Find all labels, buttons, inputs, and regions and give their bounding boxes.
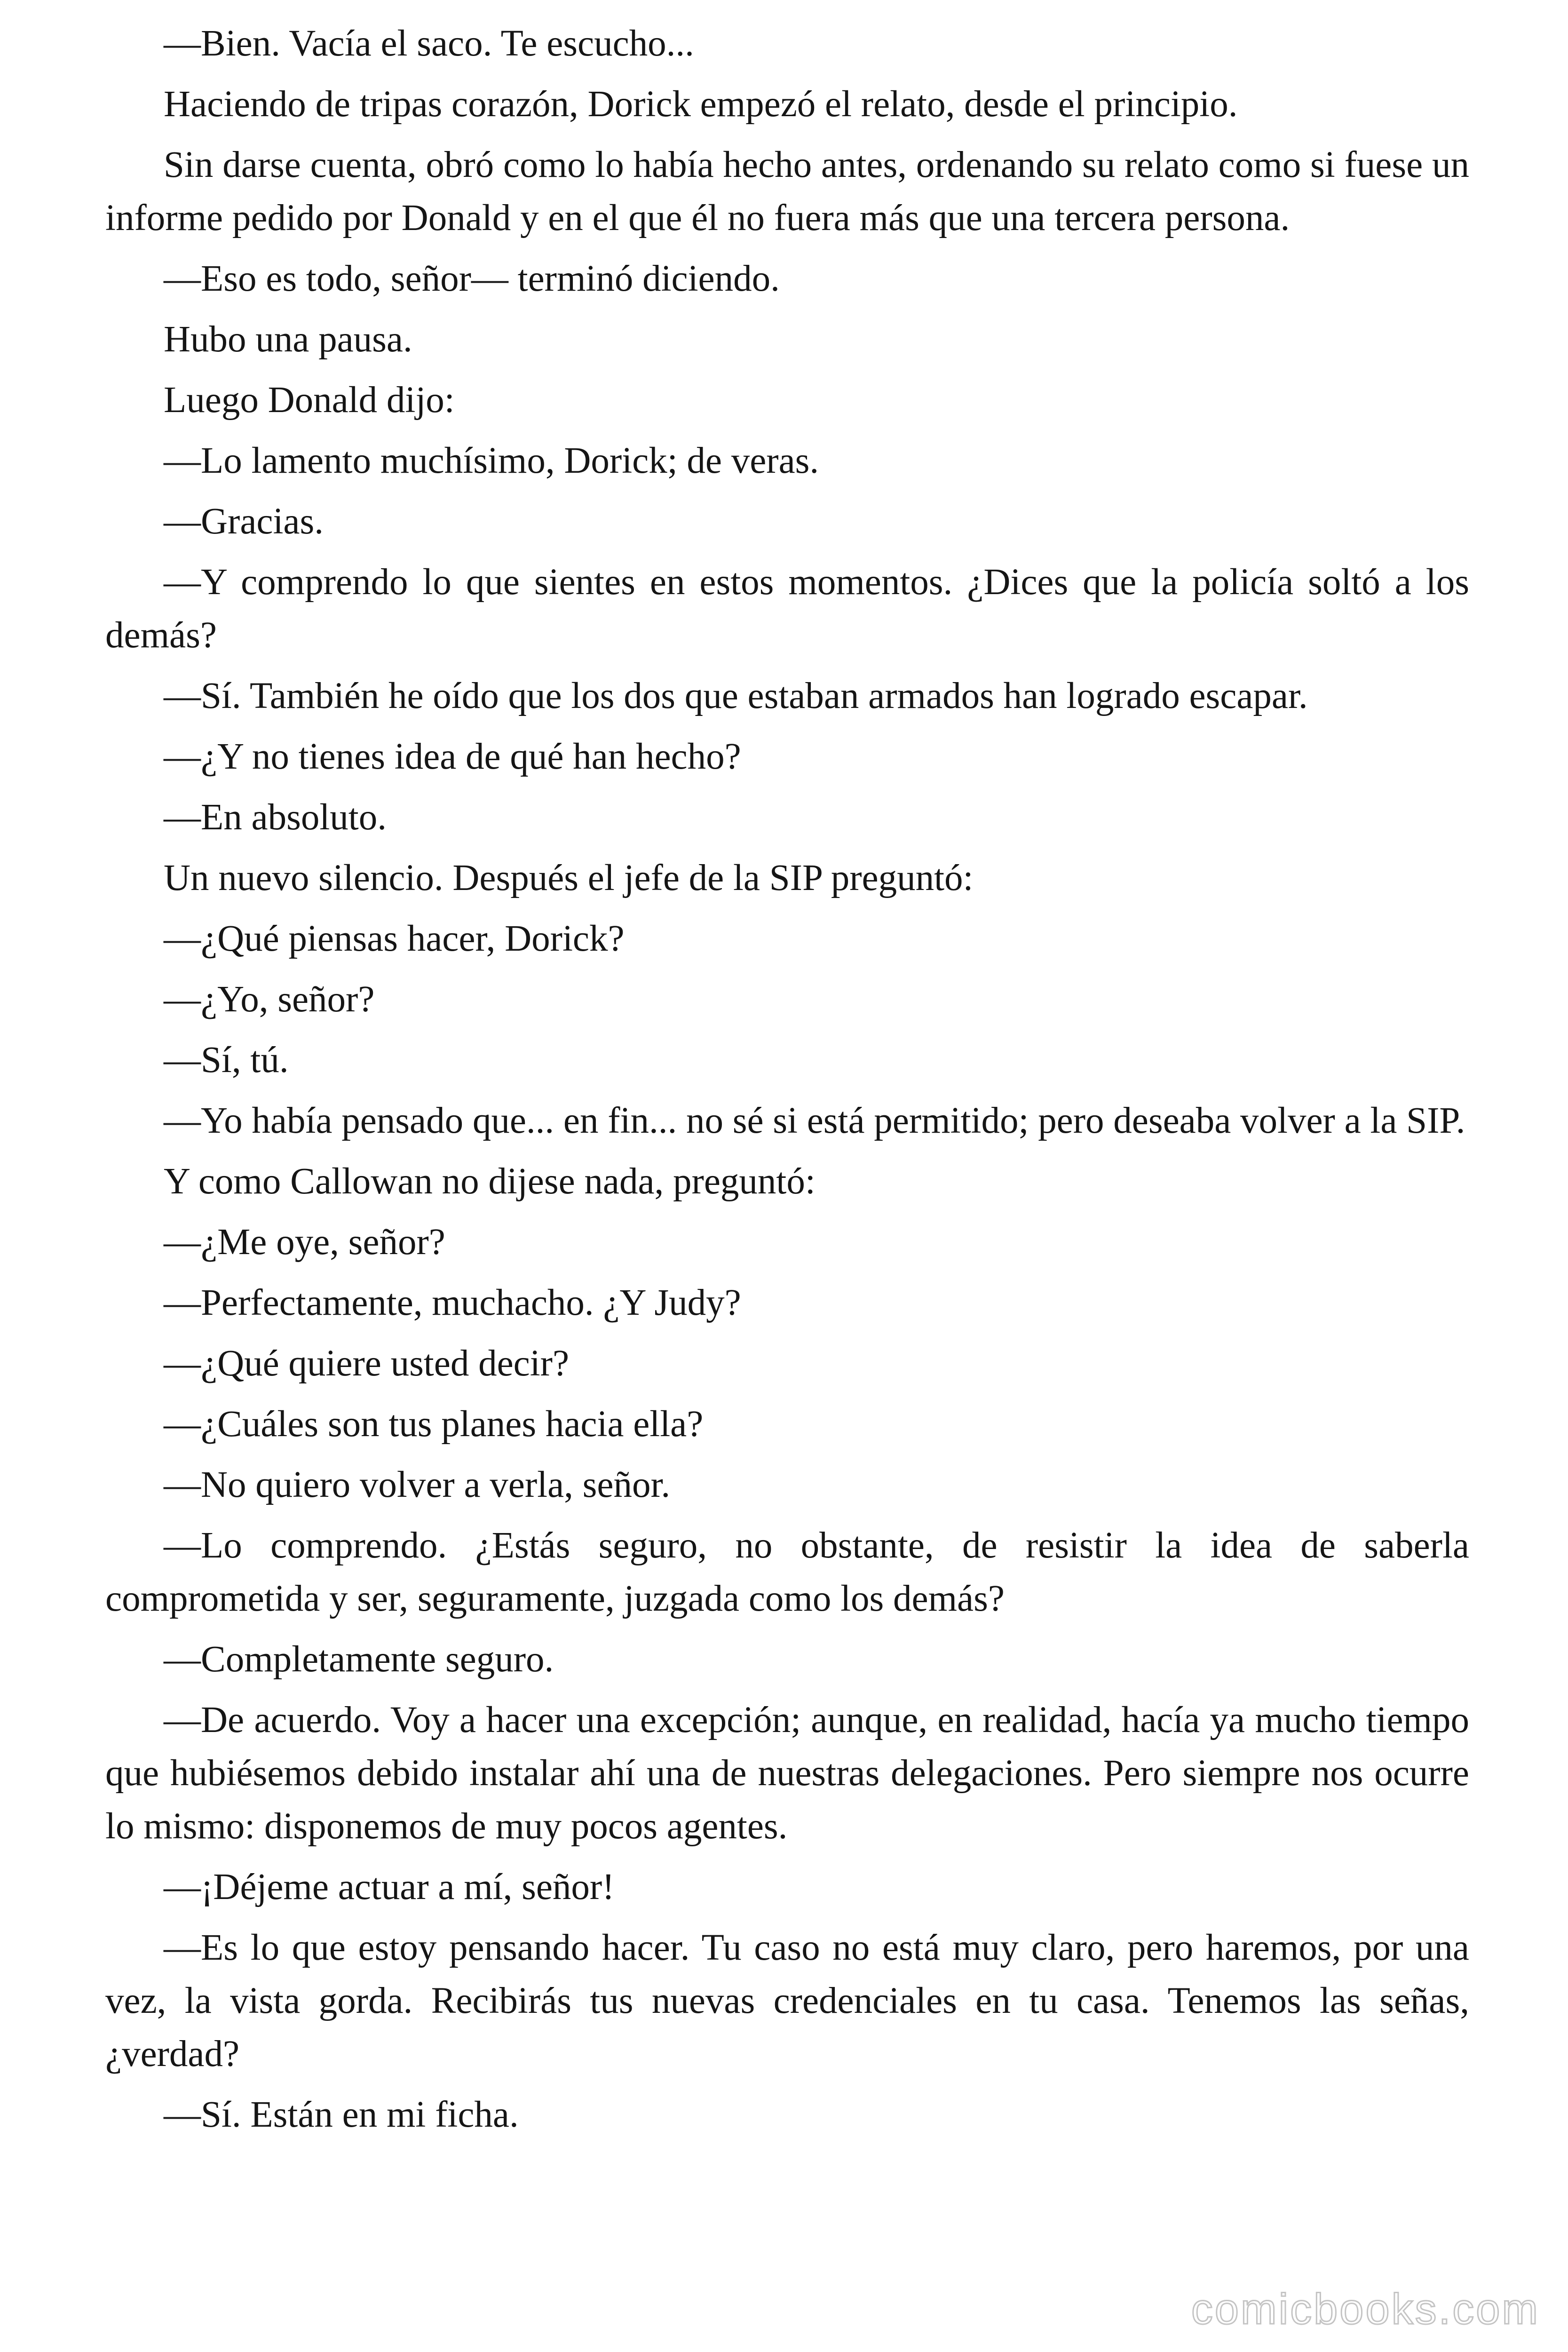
paragraph: —Perfectamente, muchacho. ¿Y Judy?	[164, 1282, 741, 1323]
paragraph: Y como Callowan no dijese nada, preguntó:	[164, 1161, 816, 1202]
paragraph: —Sí. También he oído que los dos que estaban armados han logrado escapar.	[164, 675, 1308, 716]
paragraph: —Es lo que estoy pensando hacer. Tu caso no está muy claro, pero haremos, por una vez, la vista gorda. Recibirás tus nuevas credenciales en tu casa. Tenemos las señas, ¿verdad?	[105, 1927, 1469, 2074]
paragraph: —¿Qué quiere usted decir?	[164, 1343, 570, 1384]
paragraph: Sin darse cuenta, obró como lo había hecho antes, ordenando su relato como si fuese un informe pedido por Donald y en el que él no fuera más que una tercera persona.	[105, 144, 1469, 238]
paragraph: —Yo había pensado que... en fin... no sé si está permitido; pero deseaba volver a la SIP.	[164, 1100, 1465, 1141]
paragraph: —Sí, tú.	[164, 1040, 289, 1081]
paragraph: Haciendo de tripas corazón, Dorick empezó el relato, desde el principio.	[164, 84, 1238, 125]
paragraph: —Completamente seguro.	[164, 1639, 554, 1680]
paragraph: —Sí. Están en mi ficha.	[164, 2094, 519, 2135]
paragraph: —De acuerdo. Voy a hacer una excepción; aunque, en realidad, hacía ya mucho tiempo que hubiésemos debido instalar ahí una de nuestras delegaciones. Pero siempre nos ocurre lo mismo: disponemos de muy pocos agentes.	[105, 1700, 1469, 1847]
paragraph: —Bien. Vacía el saco. Te escucho...	[164, 23, 694, 64]
paragraph: —Gracias.	[164, 501, 324, 542]
paragraph: Luego Donald dijo:	[164, 380, 455, 421]
paragraph: —En absoluto.	[164, 797, 387, 838]
paragraph: Hubo una pausa.	[164, 319, 412, 360]
paragraph: —¿Cuáles son tus planes hacia ella?	[164, 1404, 704, 1445]
paragraph: —¡Déjeme actuar a mí, señor!	[164, 1867, 615, 1907]
paragraph: —Lo lamento muchísimo, Dorick; de veras.	[164, 440, 819, 481]
paragraph: Un nuevo silencio. Después el jefe de la SIP preguntó:	[164, 858, 974, 898]
paragraph: —No quiero volver a verla, señor.	[164, 1464, 671, 1505]
paragraph: —¿Y no tienes idea de qué han hecho?	[164, 736, 741, 777]
paragraph: —Lo comprendo. ¿Estás seguro, no obstante, de resistir la idea de saberla comprometida y ser, seguramente, juzgada como los demás?	[105, 1525, 1469, 1619]
paragraph: —¿Qué piensas hacer, Dorick?	[164, 918, 625, 959]
watermark: comicbooks.com	[1191, 2285, 1540, 2333]
paragraph: —Eso es todo, señor— terminó diciendo.	[164, 258, 780, 299]
paragraph: —Y comprendo lo que sientes en estos momentos. ¿Dices que la policía soltó a los demás?	[105, 562, 1469, 656]
paragraph: —¿Yo, señor?	[164, 979, 375, 1020]
paragraph: —¿Me oye, señor?	[164, 1222, 445, 1263]
page-text	[105, 17, 1469, 2149]
